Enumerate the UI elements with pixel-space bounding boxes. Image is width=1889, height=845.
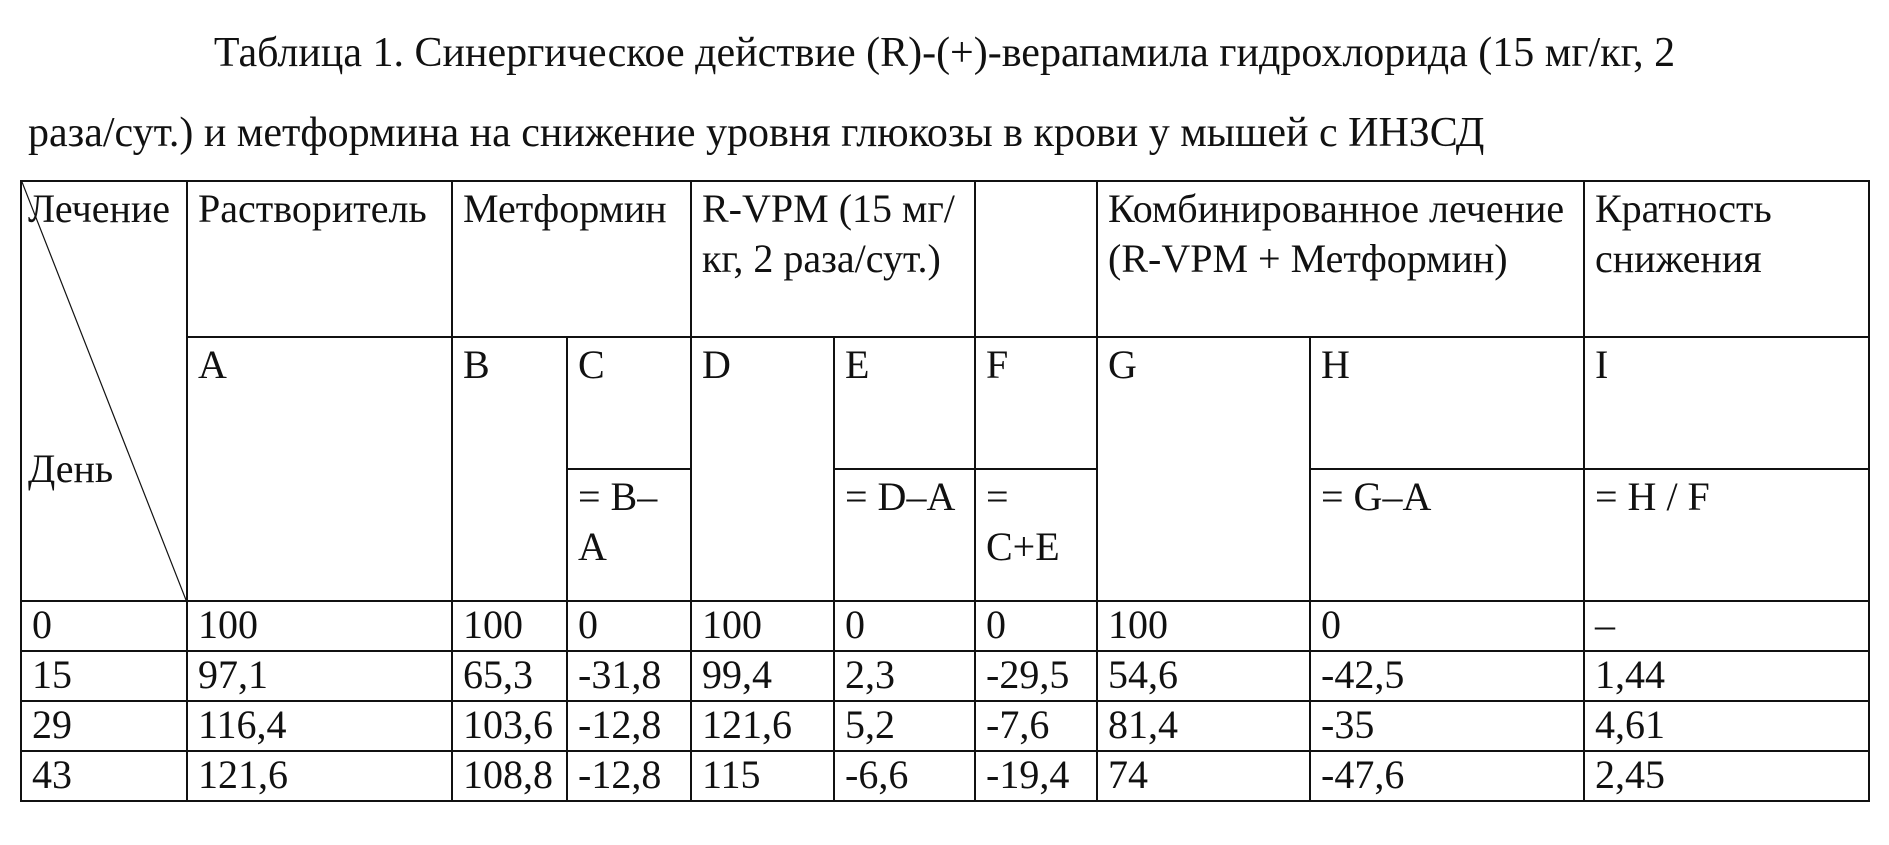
day-cell: 15: [21, 651, 187, 701]
column-letter-e: E: [834, 337, 975, 469]
header-empty: [975, 181, 1097, 337]
column-letter-f: F: [975, 337, 1097, 469]
table-row: [21, 651, 1869, 701]
header-fold-reduction: Кратность снижения: [1584, 181, 1869, 337]
table-caption-line-1: Таблица 1. Синергическое действие (R)-(+)-верапамила гидрохлорида (15 мг/кг, 2: [213, 30, 1676, 76]
value-cell: -12,8: [567, 751, 691, 801]
value-cell: 1,44: [1584, 651, 1869, 701]
value-cell: 99,4: [691, 651, 834, 701]
value-cell: 121,6: [187, 751, 452, 801]
value-cell: 81,4: [1097, 701, 1310, 751]
value-cell: 4,61: [1584, 701, 1869, 751]
value-cell: 0: [1310, 601, 1584, 651]
value-cell: –: [1584, 601, 1869, 651]
value-cell: -12,8: [567, 701, 691, 751]
day-cell: 43: [21, 751, 187, 801]
formula-f: = C+E: [975, 469, 1097, 601]
value-cell: -6,6: [834, 751, 975, 801]
results-table: [20, 180, 1870, 802]
header-rvpm: R-VPM (15 мг/кг, 2 раза/сут.): [691, 181, 975, 337]
corner-diagonal-cell: [21, 181, 187, 601]
column-letter-a: A: [187, 337, 452, 601]
formula-i: = H / F: [1584, 469, 1869, 601]
value-cell: 115: [691, 751, 834, 801]
value-cell: 54,6: [1097, 651, 1310, 701]
value-cell: 100: [452, 601, 567, 651]
header-combined: Комбинированное лечение (R-VPM + Метформин): [1097, 181, 1584, 337]
column-letter-i: I: [1584, 337, 1869, 469]
formula-c: = B– A: [567, 469, 691, 601]
value-cell: 100: [187, 601, 452, 651]
value-cell: 100: [1097, 601, 1310, 651]
table-caption-line-2: раза/сут.) и метформина на снижение уровня глюкозы в крови у мышей с ИНЗСД: [28, 110, 1485, 156]
value-cell: -7,6: [975, 701, 1097, 751]
value-cell: 5,2: [834, 701, 975, 751]
formula-h: = G–A: [1310, 469, 1584, 601]
value-cell: -29,5: [975, 651, 1097, 701]
value-cell: -47,6: [1310, 751, 1584, 801]
value-cell: 108,8: [452, 751, 567, 801]
column-letter-h: H: [1310, 337, 1584, 469]
value-cell: 116,4: [187, 701, 452, 751]
day-cell: 0: [21, 601, 187, 651]
column-letter-d: D: [691, 337, 834, 601]
value-cell: 121,6: [691, 701, 834, 751]
value-cell: 103,6: [452, 701, 567, 751]
corner-header-treatment: Лечение: [28, 186, 171, 231]
value-cell: 100: [691, 601, 834, 651]
value-cell: 2,45: [1584, 751, 1869, 801]
day-cell: 29: [21, 701, 187, 751]
header-solvent: Растворитель: [187, 181, 452, 337]
value-cell: -19,4: [975, 751, 1097, 801]
table-row: [21, 751, 1869, 801]
table-row: [21, 601, 1869, 651]
value-cell: 0: [975, 601, 1097, 651]
column-letter-g: G: [1097, 337, 1310, 601]
diagonal-line: [22, 182, 186, 600]
value-cell: -35: [1310, 701, 1584, 751]
column-letter-b: B: [452, 337, 567, 601]
corner-header-day: День: [28, 446, 114, 491]
column-letter-c: C: [567, 337, 691, 469]
value-cell: 97,1: [187, 651, 452, 701]
value-cell: -42,5: [1310, 651, 1584, 701]
value-cell: 0: [834, 601, 975, 651]
formula-e: = D–A: [834, 469, 975, 601]
header-metformin: Метформин: [452, 181, 691, 337]
table-row: [21, 701, 1869, 751]
value-cell: 2,3: [834, 651, 975, 701]
value-cell: 74: [1097, 751, 1310, 801]
value-cell: 0: [567, 601, 691, 651]
value-cell: 65,3: [452, 651, 567, 701]
value-cell: -31,8: [567, 651, 691, 701]
